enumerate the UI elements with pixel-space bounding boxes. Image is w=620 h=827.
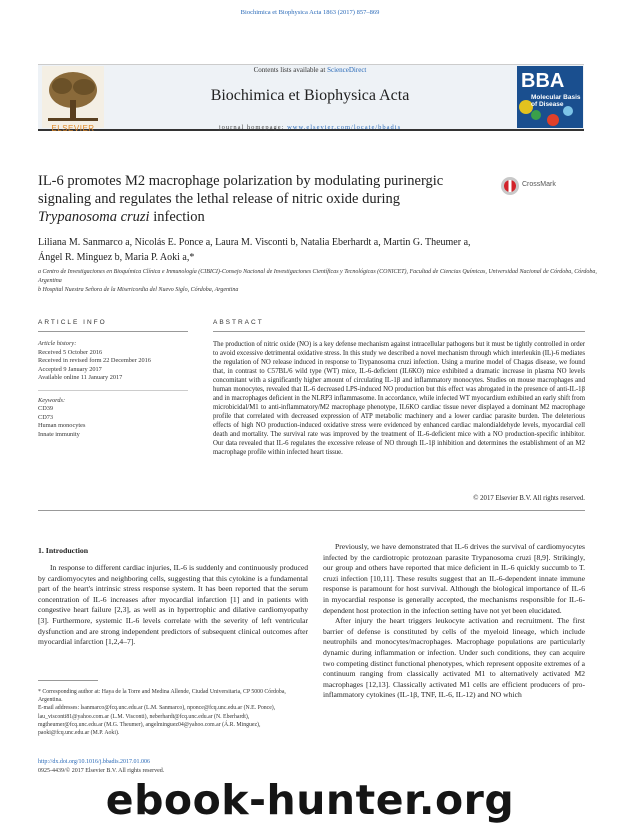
abstract-text: The production of nitric oxide (NO) is a key defense mechanism against intracellular pathogens but it must be tightly controlled in order to avoid excessive detrimental oxidative stress. In this study we described a novel mechanism through which interleukin (IL)-6 mediates the regulation of NO release induced in response to Trypanosoma cruzi infection. Using a murine model of Chagas disease, we found that, in contrast to C57BL/6 wild type (WT) mice, IL-6-deficient (IL6KO) mice exhibited a dramatic increase in plasma NO levels concomitant with a significantly higher amount of circulating IL-1β and inflammatory monocytes. Studies on mouse macrophages and human monocytes, revealed that IL-6 decreased LPS-induced NO production but this effect was abrogated in the presence of anti-IL-1β and in macrophages deficient in the NLRP3 inflammasome. In accordance, while infected WT myocardium exhibited an early shift from microbicidal/M1 to anti-inflammatory/M2 macrophage phenotype, IL6KO cardiac tissue never displayed a dominant M2 macrophage profile that correlated with decreased expression of ATP metabolic machinery and a lower cardiac parasite burden. The deleterious effects of high NO production-induced oxidative stress were evidenced by enhanced cardiac malondialdehyde levels, myocardial cell death and mortality. The survival rate was improved by the treatment of IL-6-deficient mice with a NO production-specific inhibitor. Our data revealed that IL-6 regulates the excessive release of NO through IL-1β inhibition and determines the establishment of an M2 macrophage profile within infected heart tissue. <box>213 341 585 456</box>
intro-left-paragraph: In response to different cardiac injuries, IL-6 is suddenly and continuously produced by cardiomyocytes and neighboring cells, suggesting that this cytokine is a fundamental part of the heart's intrinsic stress response system. It has been reported that the serum concentration of IL-6 increases after myocardial infarction [1] and in patients with congestive heart failure [2,3], as well as in hypertrophic and dilative cardiomyopathy [3]. Furthermore, systemic IL-6 levels correlate with the severity of left ventricular dysfunction and are strong independent predictors of subsequent clinical outcomes after myocardial infarction [1,2,4–7]. <box>38 563 308 647</box>
divider <box>213 331 585 332</box>
keyword: Human monocytes <box>38 422 86 429</box>
article-title: IL-6 promotes M2 macrophage polarization by modulating purinergic signaling and regulates the lethal release of nitric oxide during Trypanosoma cruzi infection <box>38 173 444 225</box>
sciencedirect-link[interactable]: ScienceDirect <box>327 66 367 74</box>
journal-cover <box>517 66 583 128</box>
journal-title: Biochimica et Biophysica Acta <box>210 87 410 104</box>
keyword: Innate immunity <box>38 430 80 438</box>
crossmark-badge[interactable] <box>500 176 590 196</box>
paragraph: After injury the heart triggers leukocyte activation and recruitment. The first barrier of defense is constituted by cells of the myeloid lineage, which include neutrophils and monocytes/macrophages. Macrophage populations are particularly dynamic during inflammation or infection. Under such conditions, they can acquire two competing distinct functional phenotypes, which represent opposite extremes of a continuum ranging from classically activated M1 to alternatively activated M2 macrophages [12,13]. Classically activated M1 cells are efficient producers of pro-inflammatory cytokines (IL-1β, TNF, IL-6, IL-12) and NO which <box>323 616 585 700</box>
keyword: CD39 <box>38 405 54 412</box>
author-list: Liliana M. Sanmarco a, Nicolás E. Ponce a, Laura M. Visconti b, Natalia Eberhardt a, Martin G. Theumer a, Ángel R. Minguez b, Maria P. Aoki a,* <box>38 237 471 263</box>
affiliations: a Centro de Investigaciones en Bioquímica Clínica e Inmunología (CIBICI)-Consejo Nacional de Investigaciones Científicas y Tecnológicas (CONICET), Facultad de Ciencias Químicas, Universidad Nacional de Córdoba, Córdoba, Argentina b Hospital Nuestra Señora de la Misericordia del Nuevo Siglo, Córdoba, Argentina <box>38 269 597 293</box>
homepage-link[interactable]: www.elsevier.com/locate/bbadis <box>287 124 402 131</box>
watermark: ebook-hunter.org <box>105 776 515 824</box>
intro-right-column <box>323 542 585 701</box>
footnotes: * Corresponding author at: Haya de la Torre and Medina Allende, Ciudad Universitaria, CP 5000 Córdoba, Argentina. E-mail addresses: lsanmarco@fcq.unc.edu.ar (L.M. Sanmarco), nponce@fcq.unc.edu.ar (N.E. Ponce), lau_visconti81@yahoo.com.ar (L.M. Visconti), neberhardt@fcq.unc.edu.ar (N. Eberhardt), mgtheumer@fcq.unc.edu.ar (M.G. Theumer), angelminguez04@yahoo.com.ar (Á.R. Minguez), paoki@fcq.unc.edu.ar (M.P. Aoki). <box>38 689 286 737</box>
article-history: Article history: Received 5 October 2016 Received in revised form 22 December 2016 Accepted 9 January 2017 Available online 11 January 2017 Keywords: CD39 CD73 Human monocytes Innate immunity <box>38 340 188 439</box>
footnote-divider <box>38 680 98 681</box>
journal-homepage: journal homepage: www.elsevier.com/locate/bbadis <box>218 124 402 131</box>
cover-subtitle: Molecular Basis of Disease <box>531 94 581 108</box>
abstract-heading: ABSTRACT <box>213 319 264 326</box>
divider <box>38 510 585 511</box>
doi-link[interactable]: http://dx.doi.org/10.1016/j.bbadis.2017.01.006 <box>38 759 151 765</box>
abstract-copyright: © 2017 Elsevier B.V. All rights reserved. <box>473 495 585 502</box>
divider <box>38 331 188 332</box>
article-info-heading: ARTICLE INFO <box>38 319 107 326</box>
section-heading: 1. Introduction <box>38 546 89 555</box>
crossmark-icon <box>500 176 520 196</box>
cover-title: BBA <box>521 70 565 92</box>
keyword: CD73 <box>38 413 54 421</box>
journal-citation[interactable]: Biochimica et Biophysica Acta 1863 (2017) 857–869 <box>240 9 380 16</box>
paragraph: Previously, we have demonstrated that IL-6 drives the survival of cardiomyocytes infected by the cardiotropic protozoan parasite Trypanosoma cruzi [8,9]. Strikingly, our group and others have reported that mice deficient in IL-6 quickly succumb to T. cruzi infection [10,11]. These results suggest that an IL-6-dependent innate immune response is paramount for host survival. Although the biological importance of IL-6 in myocardial response is generally accepted, the mechanisms responsible for IL-6-dependent host protection in the infection setting have not yet been elucidated. <box>323 542 585 615</box>
doi-block: http://dx.doi.org/10.1016/j.bbadis.2017.01.006 0925-4439/© 2017 Elsevier B.V. All rights reserved. <box>38 758 308 775</box>
crossmark-label: CrossMark <box>522 181 556 188</box>
contents-line: Contents lists available at ScienceDirect <box>253 66 367 74</box>
publisher-name: ELSEVIER <box>51 124 95 133</box>
divider <box>38 390 188 391</box>
elsevier-tree-logo <box>42 66 104 128</box>
